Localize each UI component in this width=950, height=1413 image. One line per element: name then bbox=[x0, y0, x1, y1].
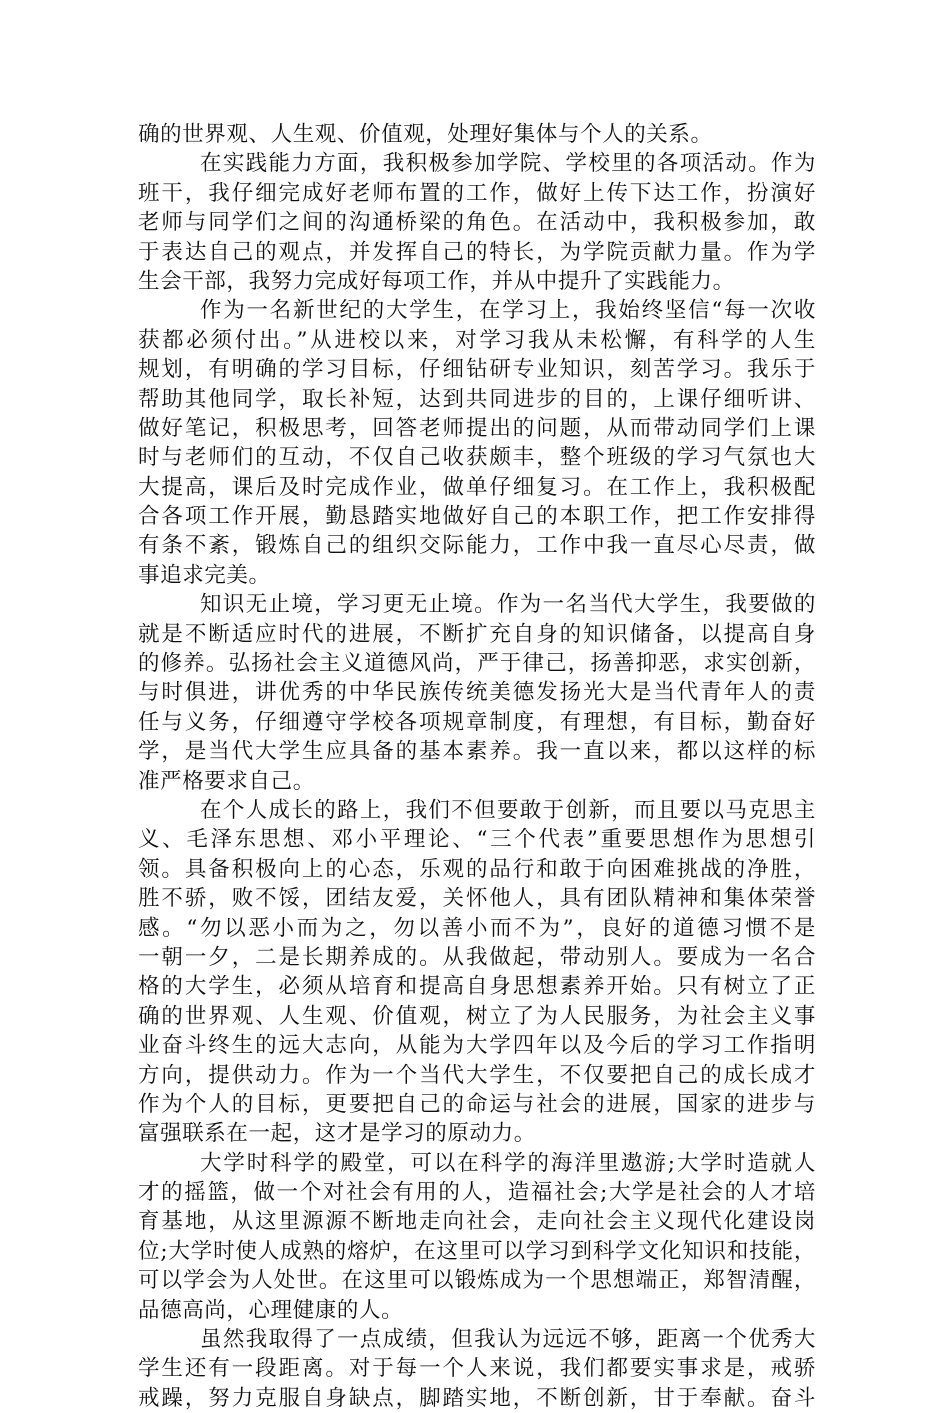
text-line: 准严格要求自己。 bbox=[138, 768, 315, 794]
text-line: 胜不骄，败不馁，团结友爱，关怀他人，具有团队精神和集体荣誉 bbox=[138, 886, 816, 912]
text-line: 老师与同学们之间的沟通桥梁的角色。在活动中，我积极参加，敢 bbox=[138, 210, 816, 236]
text-line: 学，是当代大学生应具备的基本素养。我一直以来，都以这样的标 bbox=[138, 739, 816, 765]
text-line: 格的大学生，必须从培育和提高自身思想素养开始。只有树立了正 bbox=[138, 974, 816, 1000]
text-line: 领。具备积极向上的心态，乐观的品行和敢于向困难挑战的净胜， bbox=[138, 856, 816, 882]
text-line: 义、毛泽东思想、邓小平理论、“三个代表”重要思想作为思想引 bbox=[138, 827, 816, 853]
text-line: 合各项工作开展，勤恳踏实地做好自己的本职工作，把工作安排得 bbox=[138, 504, 816, 530]
text-line: 时与老师们的互动，不仅自己收获颇丰，整个班级的学习气氛也大 bbox=[138, 445, 816, 471]
paragraph-first-line: 在实践能力方面，我积极参加学院、学校里的各项活动。作为 bbox=[200, 151, 816, 177]
text-line: 确的世界观、人生观、价值观，树立了为人民服务，为社会主义事 bbox=[138, 1003, 816, 1029]
text-line: 生会干部，我努力完成好每项工作，并从中提升了实践能力。 bbox=[138, 268, 735, 294]
text-line: 育基地，从这里源源不断地走向社会，走向社会主义现代化建设岗 bbox=[138, 1209, 816, 1235]
text-line: 位;大学时使人成熟的熔炉，在这里可以学习到科学文化知识和技能， bbox=[138, 1238, 816, 1264]
text-line: 学生还有一段距离。对于每一个人来说，我们都要实事求是，戒骄 bbox=[138, 1356, 816, 1382]
body-text bbox=[138, 120, 816, 1413]
text-line: 可以学会为人处世。在这里可以锻炼成为一个思想端正，郑智清醒， bbox=[138, 1268, 816, 1294]
text-line: 获都必须付出。”从进校以来，对学习我从未松懈，有科学的人生 bbox=[138, 327, 816, 353]
text-line: 班干，我仔细完成好老师布置的工作，做好上传下达工作，扮演好 bbox=[138, 180, 816, 206]
text-line: 业奋斗终生的远大志向，从能为大学四年以及今后的学习工作指明 bbox=[138, 1033, 816, 1059]
text-line: 就是不断适应时代的进展，不断扩充自身的知识储备，以提高自身 bbox=[138, 621, 816, 647]
text-line: 做好笔记，积极思考，回答老师提出的问题，从而带动同学们上课 bbox=[138, 415, 816, 441]
paragraph-first-line: 在个人成长的路上，我们不但要敢于创新，而且要以马克思主 bbox=[200, 797, 816, 823]
text-line: 戒躁，努力克服自身缺点，脚踏实地，不断创新，甘于奉献。奋斗 bbox=[138, 1385, 816, 1411]
text-line: 于表达自己的观点，并发挥自己的特长，为学院贡献力量。作为学 bbox=[138, 239, 816, 265]
paragraph-first-line: 作为一名新世纪的大学生，在学习上，我始终坚信“每一次收 bbox=[200, 298, 816, 324]
text-line: 大提高，课后及时完成作业，做单仔细复习。在工作上，我积极配 bbox=[138, 474, 816, 500]
text-line: 作为个人的目标，更要把自己的命运与社会的进展，国家的进步与 bbox=[138, 1091, 816, 1117]
text-line: 感。“勿以恶小而为之，勿以善小而不为”，良好的道德习惯不是 bbox=[138, 915, 816, 941]
paragraph-first-line: 知识无止境，学习更无止境。作为一名当代大学生，我要做的 bbox=[200, 592, 816, 618]
text-line: 一朝一夕，二是长期养成的。从我做起，带动别人。要成为一名合 bbox=[138, 944, 816, 970]
paragraph-first-line: 虽然我取得了一点成绩，但我认为远远不够，距离一个优秀大 bbox=[200, 1327, 816, 1353]
text-line: 事追求完美。 bbox=[138, 562, 271, 588]
text-line: 帮助其他同学，取长补短，达到共同进步的目的，上课仔细听讲、 bbox=[138, 386, 816, 412]
text-line: 确的世界观、人生观、价值观，处理好集体与个人的关系。 bbox=[138, 122, 713, 147]
text-line: 品德高尚，心理健康的人。 bbox=[138, 1297, 404, 1323]
text-line: 富强联系在一起，这才是学习的原动力。 bbox=[138, 1121, 536, 1147]
text-line: 有条不紊，锻炼自己的组织交际能力，工作中我一直尽心尽责，做 bbox=[138, 533, 816, 559]
text-line: 方向，提供动力。作为一个当代大学生，不仅要把自己的成长成才 bbox=[138, 1062, 816, 1088]
text-line: 才的摇篮，做一个对社会有用的人，造福社会;大学是社会的人才培 bbox=[138, 1180, 816, 1206]
paragraph-first-line: 大学时科学的殿堂，可以在科学的海洋里遨游;大学时造就人 bbox=[200, 1150, 816, 1176]
text-line: 与时俱进，讲优秀的中华民族传统美德发扬光大是当代青年人的责 bbox=[138, 680, 816, 706]
text-line: 任与义务，仔细遵守学校各项规章制度，有理想，有目标，勤奋好 bbox=[138, 709, 816, 735]
text-line: 规划，有明确的学习目标，仔细钻研专业知识，刻苦学习。我乐于 bbox=[138, 357, 816, 383]
text-line: 的修养。弘扬社会主义道德风尚，严于律己，扬善抑恶，求实创新， bbox=[138, 651, 816, 677]
